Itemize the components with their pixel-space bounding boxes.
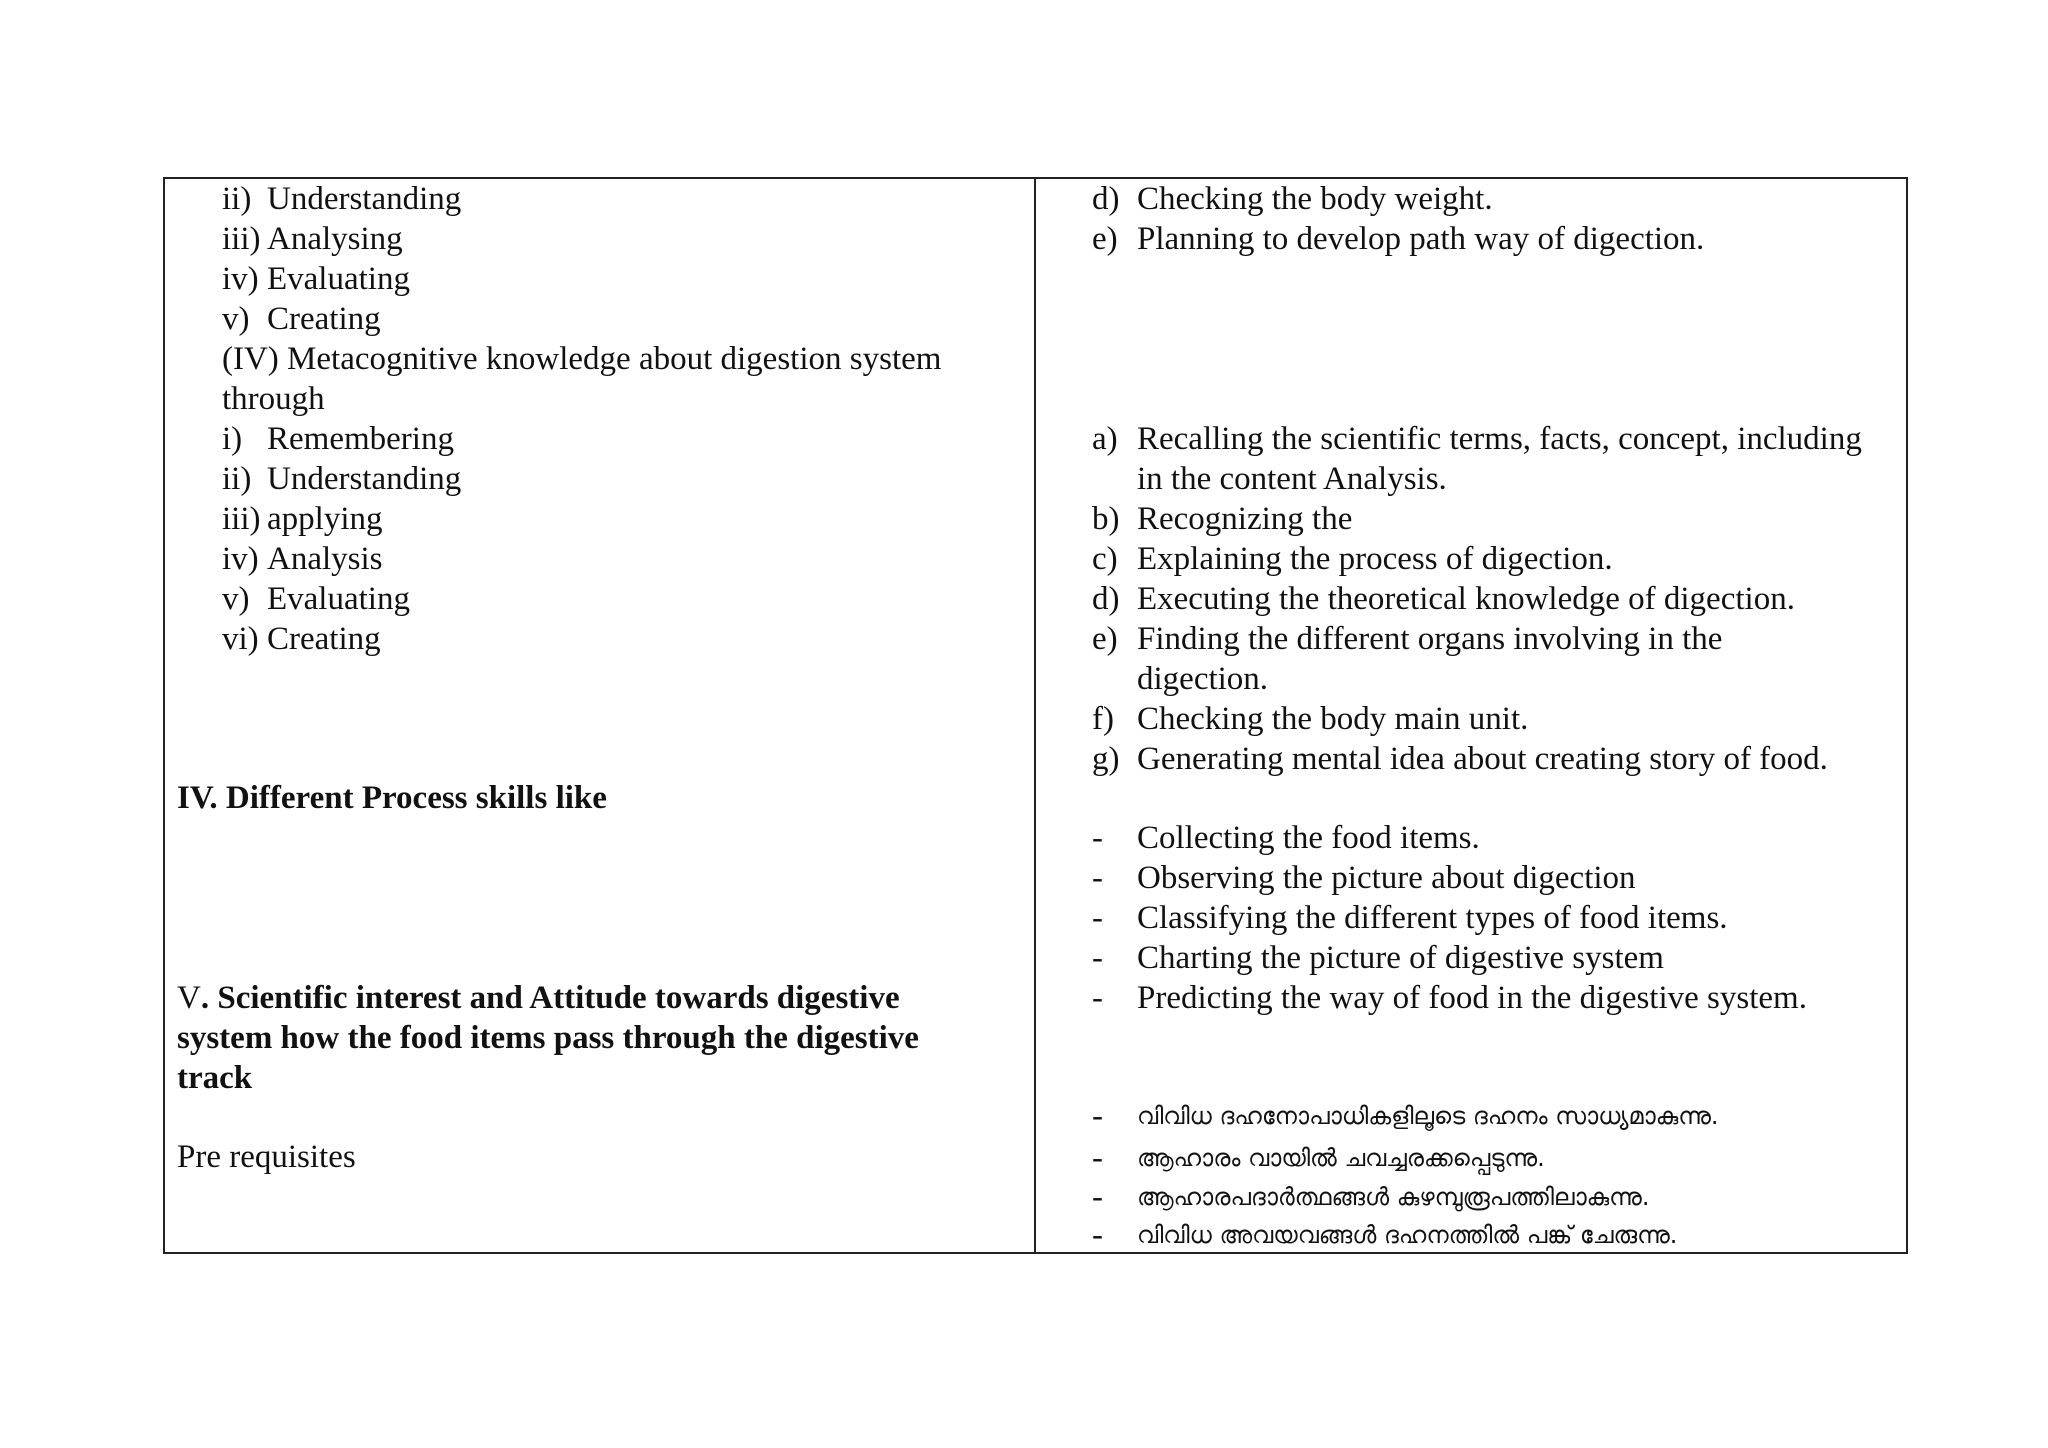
list-marker: a) (1092, 421, 1118, 457)
malayalam-list-item: ആഹാരപദാർത്ഥങ്ങൾ കുഴമ്പുരൂപത്തിലാകുന്നു. (1137, 1183, 1650, 1211)
malayalam-list-item: വിവിധ അവയവങ്ങൾ ദഹനത്തിൽ പങ്ക് ചേരുന്നു. (1137, 1221, 1678, 1249)
list-marker: iv) (222, 261, 259, 297)
bullet-dash: - (1092, 940, 1103, 976)
list-marker: iii) (222, 221, 261, 257)
objectives-table (163, 177, 1908, 1254)
list-item: Understanding (267, 461, 462, 497)
list-item: Executing the theoretical knowledge of digection. (1137, 581, 1795, 617)
bullet-dash: - (1092, 1179, 1103, 1215)
metacognitive-heading: (IV) Metacognitive knowledge about digestion system (222, 341, 942, 377)
list-item: Observing the picture about digection (1137, 860, 1636, 896)
list-item: Classifying the different types of food items. (1137, 900, 1728, 936)
list-marker: d) (1092, 581, 1120, 617)
section-heading-process-skills: IV. Different Process skills like (177, 780, 607, 816)
list-item-cont: in the content Analysis. (1137, 461, 1447, 497)
bullet-dash: - (1092, 1217, 1103, 1253)
list-marker: vi) (222, 621, 259, 657)
list-marker: f) (1092, 701, 1114, 737)
list-item: Creating (267, 621, 381, 657)
list-marker: e) (1092, 621, 1118, 657)
list-item: Checking the body weight. (1137, 181, 1493, 217)
list-marker: ii) (222, 461, 252, 497)
list-marker: d) (1092, 181, 1120, 217)
right-column (1036, 179, 1906, 1252)
list-marker: e) (1092, 221, 1118, 257)
bullet-dash: - (1092, 980, 1103, 1016)
section-title-cont: system how the food items pass through the digestive (177, 1020, 919, 1056)
list-item: Predicting the way of food in the digestive system. (1137, 980, 1807, 1016)
section-title: . Scientific interest and Attitude towards digestive (200, 980, 900, 1016)
list-item-cont: digection. (1137, 661, 1269, 697)
list-marker: ii) (222, 181, 252, 217)
malayalam-list-item: വിവിധ ദഹനോപാധികളിലൂടെ ദഹനം സാധ്യമാകുന്നു. (1137, 1102, 1719, 1130)
metacognitive-heading-cont: through (222, 381, 325, 417)
bullet-dash: - (1092, 1098, 1103, 1134)
list-marker: c) (1092, 541, 1118, 577)
section-title-cont: track (177, 1060, 253, 1096)
list-item: Evaluating (267, 261, 410, 297)
bullet-dash: - (1092, 820, 1103, 856)
list-item: Explaining the process of digection. (1137, 541, 1613, 577)
malayalam-list-item: ആഹാരം വായിൽ ചവച്ചരക്കപ്പെടുന്നു. (1137, 1144, 1545, 1172)
list-item: Creating (267, 301, 381, 337)
pre-requisites-label: Pre requisites (177, 1139, 356, 1175)
list-item: Evaluating (267, 581, 410, 617)
list-item: Collecting the food items. (1137, 820, 1480, 856)
bullet-dash: - (1092, 900, 1103, 936)
list-marker: b) (1092, 501, 1120, 537)
list-item: Generating mental idea about creating story of food. (1137, 741, 1828, 777)
left-column (165, 179, 1036, 1252)
list-item: Recognizing the (1137, 501, 1353, 537)
list-item: Analysis (267, 541, 383, 577)
list-item: applying (267, 501, 383, 537)
list-item: Analysing (267, 221, 403, 257)
section-number: V (177, 980, 201, 1016)
list-marker: g) (1092, 741, 1120, 777)
list-marker: i) (222, 421, 243, 457)
list-item: Checking the body main unit. (1137, 701, 1529, 737)
list-item: Recalling the scientific terms, facts, concept, including (1137, 421, 1862, 457)
bullet-dash: - (1092, 860, 1103, 896)
list-item: Understanding (267, 181, 462, 217)
list-marker: v) (222, 581, 250, 617)
list-item: Charting the picture of digestive system (1137, 940, 1664, 976)
list-marker: iv) (222, 541, 259, 577)
bullet-dash: - (1092, 1140, 1103, 1176)
list-marker: iii) (222, 501, 261, 537)
list-marker: v) (222, 301, 250, 337)
list-item: Finding the different organs involving in the (1137, 621, 1723, 657)
section-heading-scientific-interest (177, 978, 900, 1018)
list-item: Remembering (267, 421, 454, 457)
list-item: Planning to develop path way of digection. (1137, 221, 1705, 257)
